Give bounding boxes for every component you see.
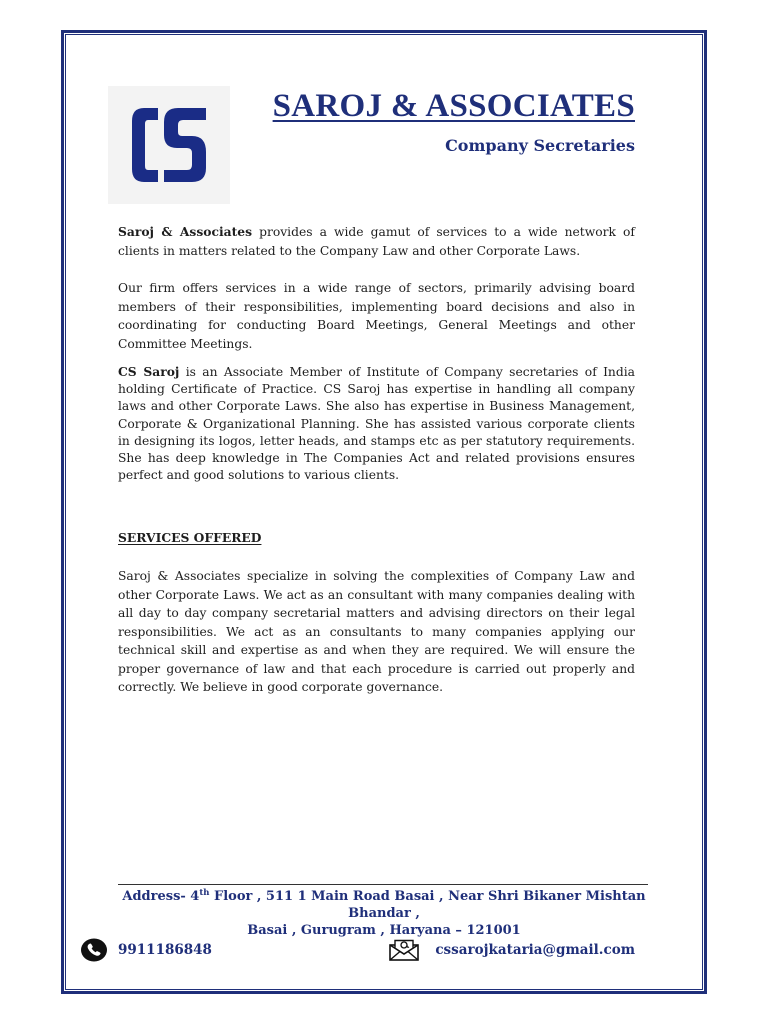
services-paragraph bbox=[118, 567, 635, 697]
services-text: Saroj & Associates specialize in solving the complexities of Company Law and other Corporate Laws. We act as an consultant with many companies dealing with all day to day company secretarial matters and advising directors on their legal responsibilities. We act as an consultants to many companies applying our technical skill and expertise as and when they are required. We will ensure the proper governance of law and that each procedure is carried out properly and correctly. We believe in good corporate governance. bbox=[118, 569, 635, 694]
sectors-text: Our firm offers services in a wide range of sectors, primarily advising board members of their responsibilities, implementing board decisions and also in coordinating for conducting Board Meetings, General Meetings and other Committee Meetings. bbox=[118, 281, 635, 351]
email-icon bbox=[389, 939, 419, 961]
email-address: cssarojkataria@gmail.com bbox=[435, 942, 635, 958]
profile-name: CS Saroj bbox=[118, 364, 180, 379]
address-line-1 bbox=[110, 888, 658, 922]
services-heading: SERVICES OFFERED bbox=[118, 530, 262, 545]
phone-number: 9911186848 bbox=[118, 942, 212, 958]
address-ordinal: th bbox=[199, 888, 210, 898]
address-prefix: Address- 4 bbox=[122, 889, 200, 904]
intro-firm-name: Saroj & Associates bbox=[118, 224, 253, 239]
address-line-1-rest: Floor , 511 1 Main Road Basai , Near Shri Bikaner Mishtan Bhandar , bbox=[209, 889, 646, 921]
profile-text: is an Associate Member of Institute of Company secretaries of India holding Certificate of Practice. CS Saroj has expertise in handling all company laws and other Corporate Laws. She also has expertise in Business Management, Corporate & Organizational Planning. She has assisted various corporate clients in designing its logos, letter heads, and stamps etc as per statutory requirements. She has deep knowledge in The Companies Act and related provisions ensures perfect and good solutions to various clients. bbox=[118, 365, 635, 483]
profile-paragraph bbox=[118, 363, 635, 484]
address-line-2: Basai , Gurugram , Haryana – 121001 bbox=[247, 923, 521, 938]
firm-name: SAROJ & ASSOCIATES bbox=[272, 88, 635, 124]
phone-contact[interactable] bbox=[80, 937, 212, 963]
sectors-paragraph bbox=[118, 279, 635, 353]
email-contact[interactable] bbox=[389, 937, 635, 963]
phone-icon bbox=[80, 938, 108, 962]
cs-logo-icon bbox=[108, 86, 230, 204]
intro-text: provides a wide gamut of services to a wide network of clients in matters related to the Company Law and other Corporate Laws. bbox=[118, 225, 635, 258]
firm-subtitle: Company Secretaries bbox=[445, 136, 635, 155]
intro-paragraph bbox=[118, 223, 635, 260]
footer-divider bbox=[118, 884, 648, 885]
cs-logo bbox=[108, 86, 230, 204]
address-block bbox=[110, 888, 658, 939]
